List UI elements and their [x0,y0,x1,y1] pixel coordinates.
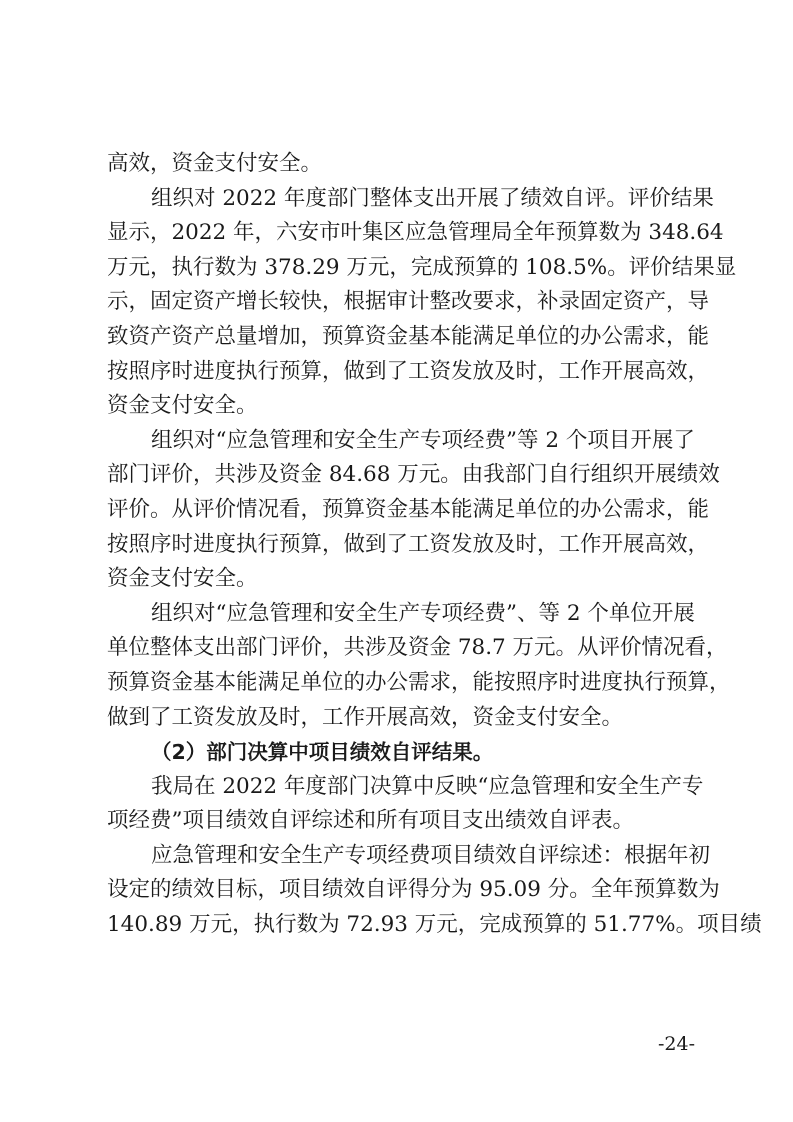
text-line: 按照序时进度执行预算，做到了工资发放及时，工作开展高效， [107,358,710,384]
text-line: 示，固定资产增长较快，根据审计整改要求，补录固定资产，导 [107,289,710,315]
text-line: 万元，执行数为 378.29 万元，完成预算的 108.5%。评价结果显 [107,254,737,280]
text-line: 项经费”项目绩效自评综述和所有项目支出绩效自评表。 [107,808,634,834]
text-line: 应急管理和安全生产专项经费项目绩效自评综述：根据年初 [151,842,711,868]
text-line: 资金支付安全。 [107,566,258,592]
text-line: 显示，2022 年，六安市叶集区应急管理局全年预算数为 348.64 [107,220,724,246]
text-line: 致资产资产总量增加，预算资金基本能满足单位的办公需求，能 [107,323,710,349]
text-line: 高效，资金支付安全。 [107,151,323,176]
text-line: 140.89 万元，执行数为 72.93 万元，完成预算的 51.77%。项目绩 [107,912,762,938]
text-line: 部门评价，共涉及资金 84.68 万元。由我部门自行组织开展绩效 [107,462,720,488]
text-line: 设定的绩效目标，项目绩效自评得分为 95.09 分。全年预算数为 [107,877,720,903]
text-line: 预算资金基本能满足单位的办公需求，能按照序时进度执行预算， [107,669,731,695]
text-line: 评价。从评价情况看，预算资金基本能满足单位的办公需求，能 [107,496,710,522]
page-number: -24- [657,1033,695,1055]
text-line: 资金支付安全。 [107,393,258,419]
text-line: 组织对 2022 年度部门整体支出开展了绩效自评。评价结果 [151,185,714,211]
text-line: 组织对“应急管理和安全生产专项经费”、等 2 个单位开展 [151,600,695,626]
section-heading: （2）部门决算中项目绩效自评结果。 [151,740,494,765]
text-line: 做到了工资发放及时，工作开展高效，资金支付安全。 [107,704,624,730]
text-line: 组织对“应急管理和安全生产专项经费”等 2 个项目开展了 [151,427,695,453]
text-line: 单位整体支出部门评价，共涉及资金 78.7 万元。从评价情况看， [107,635,728,661]
text-line: 我局在 2022 年度部门决算中反映“应急管理和安全生产专 [151,773,704,799]
text-line: 按照序时进度执行预算，做到了工资发放及时，工作开展高效， [107,531,710,557]
body-text [107,147,762,943]
